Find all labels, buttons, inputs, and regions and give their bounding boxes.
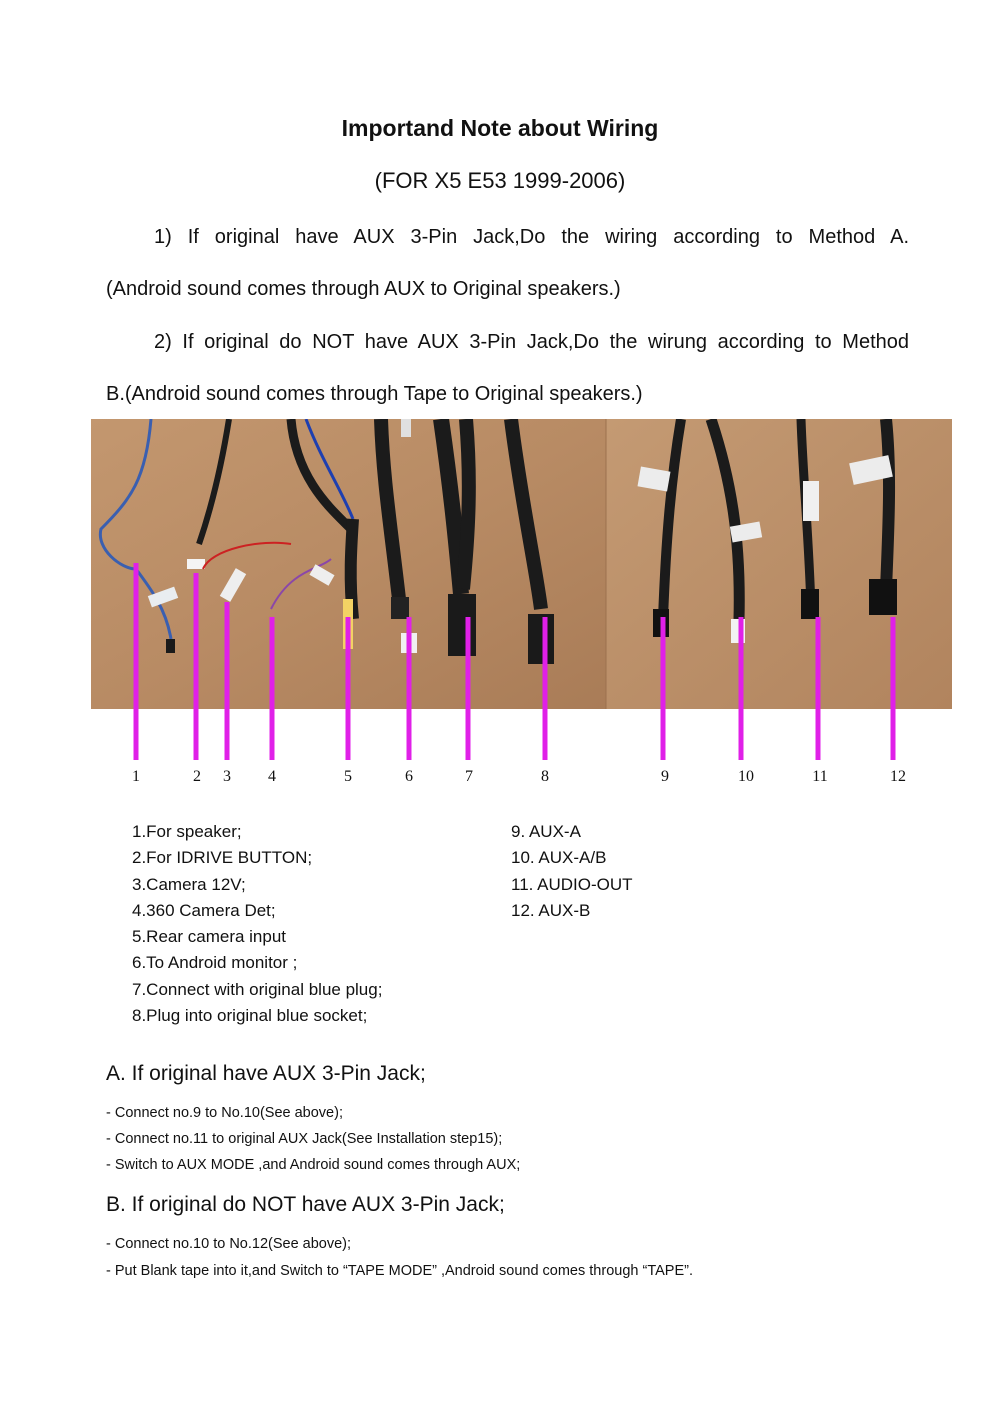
legend-item: 10. AUX-A/B: [511, 848, 607, 868]
method-b-heading: B. If original do NOT have AUX 3-Pin Jack;: [106, 1193, 505, 1216]
legend-item: 2.For IDRIVE BUTTON;: [132, 848, 313, 868]
photo-number-7: 7: [465, 768, 473, 785]
photo-number-10: 10: [738, 768, 754, 785]
paragraph-2-line-2: B.(Android sound comes through Tape to Original speakers.): [106, 383, 643, 405]
photo-number-9: 9: [661, 768, 669, 785]
legend-right: [511, 819, 633, 924]
photo-number-3: 3: [223, 768, 231, 785]
paragraph-1-line-2: (Android sound comes through AUX to Original speakers.): [106, 278, 621, 300]
legend-item: 9. AUX-A: [511, 822, 581, 841]
legend-item: 11. AUDIO-OUT: [511, 874, 633, 894]
legend-item: 12. AUX-B: [511, 900, 591, 920]
legend-item: 7.Connect with original blue plug;: [132, 979, 383, 999]
page-title: Importand Note about Wiring: [341, 115, 659, 141]
legend-item: 4.360 Camera Det;: [132, 900, 276, 920]
method-b-step-1: - Connect no.10 to No.12(See above);: [106, 1236, 352, 1252]
legend-item: 8.Plug into original blue socket;: [132, 1006, 368, 1026]
legend-left: [132, 819, 382, 1029]
photo-number-5: 5: [344, 768, 352, 785]
photo-number-12: 12: [890, 768, 906, 785]
method-a-step-1: - Connect no.9 to No.10(See above);: [106, 1105, 343, 1121]
method-b-step-2: - Put Blank tape into it,and Switch to “TAPE MODE” ,Android sound comes through “TAPE”.: [106, 1263, 693, 1279]
legend-item: 3.Camera 12V;: [132, 874, 246, 894]
paragraph-1-line-1: 1) If original have AUX 3-Pin Jack,Do the wiring according to Method A.: [154, 226, 909, 248]
legend-item: 6.To Android monitor ;: [132, 953, 298, 973]
photo-number-4: 4: [268, 768, 276, 785]
photo-number-8: 8: [541, 768, 549, 785]
method-a-heading: A. If original have AUX 3-Pin Jack;: [106, 1062, 426, 1085]
legend-item: 1.For speaker;: [132, 822, 242, 841]
photo-number-1: 1: [132, 768, 140, 785]
page-subtitle: (FOR X5 E53 1999-2006): [374, 168, 626, 193]
method-a-step-3: - Switch to AUX MODE ,and Android sound comes through AUX;: [106, 1157, 521, 1173]
legend-item: 5.Rear camera input: [132, 927, 287, 947]
photo-number-6: 6: [405, 768, 413, 785]
marker-lines: [0, 560, 1000, 760]
method-a-step-2: - Connect no.11 to original AUX Jack(See Installation step15);: [106, 1131, 503, 1147]
paragraph-2-line-1: 2) If original do NOT have AUX 3-Pin Jack,Do the wirung according to Method: [154, 331, 909, 353]
photo-number-11: 11: [812, 768, 828, 785]
photo-number-2: 2: [193, 768, 201, 785]
